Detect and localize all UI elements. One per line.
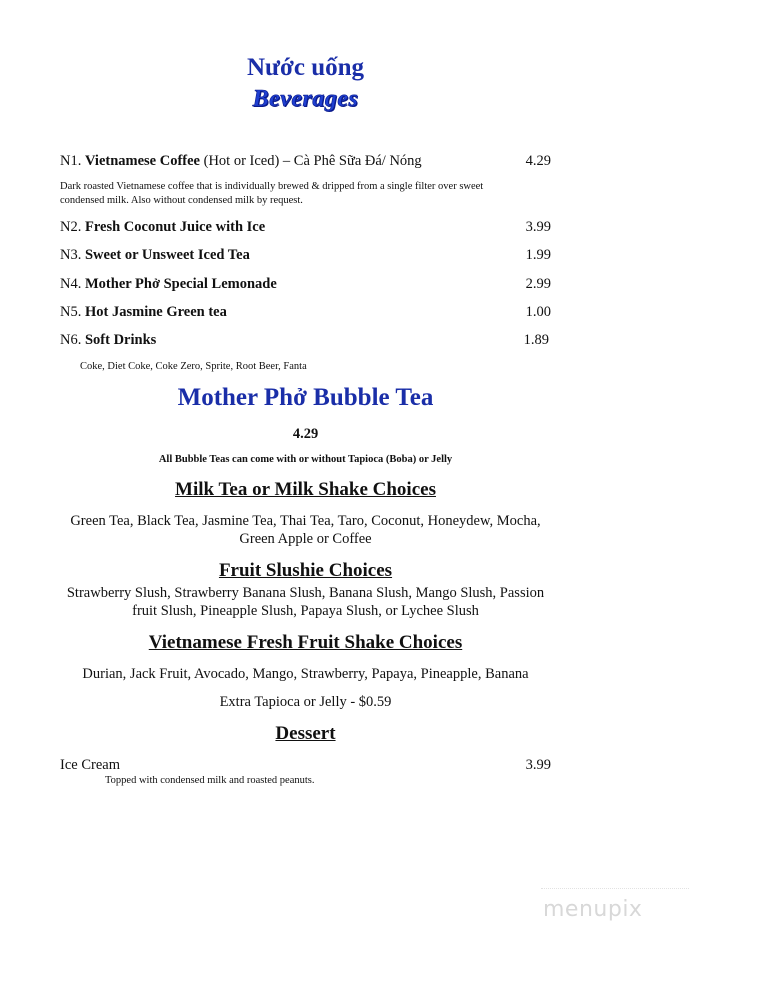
- item-name: Ice Cream: [60, 757, 120, 773]
- fruit-slushie-choices-line-2: fruit Slush, Pineapple Slush, Papaya Slush, or Lychee Slush: [132, 603, 479, 619]
- coffee-description-line-1: Dark roasted Vietnamese coffee that is individually brewed & dripped from a single filter over sweet: [60, 181, 484, 192]
- fruit-slushie-heading: Fruit Slushie Choices: [218, 560, 393, 581]
- milk-tea-heading: Milk Tea or Milk Shake Choices: [175, 479, 436, 500]
- item-code: N1.: [60, 153, 82, 169]
- item-price: 3.99: [525, 219, 551, 235]
- bubble-tea-title: Mother Phở Bubble Tea: [177, 384, 434, 411]
- item-name: Hot Jasmine Green tea: [84, 304, 227, 320]
- menu-item-n4: [60, 275, 551, 293]
- title-vietnamese: Nước uống: [246, 54, 365, 81]
- ice-cream-description: Topped with condensed milk and roasted peanuts.: [105, 775, 315, 786]
- menu-item-n2: [60, 218, 551, 236]
- milk-tea-choices-line-2: Green Apple or Coffee: [239, 531, 372, 547]
- item-price: 1.99: [525, 247, 551, 263]
- bubble-tea-price: 4.29: [292, 426, 319, 442]
- item-code: N2.: [60, 219, 82, 235]
- item-price: 1.89: [523, 332, 549, 348]
- item-code: N5.: [60, 304, 82, 320]
- extra-topping-note: Extra Tapioca or Jelly - $0.59: [219, 694, 392, 710]
- item-name: Vietnamese Coffee: [84, 153, 200, 169]
- item-price: 3.99: [525, 757, 551, 773]
- item-name: Sweet or Unsweet Iced Tea: [84, 247, 250, 263]
- menu-item-n6: [60, 331, 551, 349]
- item-price: 4.29: [525, 153, 551, 169]
- watermark-divider: [541, 888, 689, 890]
- dessert-heading: Dessert: [275, 723, 336, 744]
- item-name: Fresh Coconut Juice with Ice: [84, 219, 266, 235]
- item-name: Soft Drinks: [84, 332, 157, 348]
- menu-item-n3: [60, 246, 551, 264]
- fruit-slushie-choices-line-1: Strawberry Slush, Strawberry Banana Slush, Banana Slush, Mango Slush, Passion: [66, 585, 545, 601]
- item-code: N3.: [60, 247, 82, 263]
- bubble-tea-note: All Bubble Teas can come with or without Tapioca (Boba) or Jelly: [158, 454, 453, 465]
- soft-drinks-description: Coke, Diet Coke, Coke Zero, Sprite, Root Beer, Fanta: [80, 361, 307, 372]
- title-english: Beverages: [252, 86, 359, 112]
- milk-tea-choices-line-1: Green Tea, Black Tea, Jasmine Tea, Thai Tea, Taro, Coconut, Honeydew, Mocha,: [70, 513, 541, 529]
- item-name-suffix: (Hot or Iced) – Cà Phê Sữa Đá/ Nóng: [200, 153, 422, 169]
- coffee-description-line-2: condensed milk. Also without condensed milk by request.: [60, 195, 303, 206]
- menupix-watermark: menupix: [543, 897, 643, 922]
- item-price: 2.99: [525, 276, 551, 292]
- dessert-item-ice-cream: [60, 756, 551, 774]
- fruit-shake-heading: Vietnamese Fresh Fruit Shake Choices: [148, 632, 463, 653]
- item-code: N4.: [60, 276, 82, 292]
- item-price: 1.00: [525, 304, 551, 320]
- menu-item-n5: [60, 303, 551, 321]
- coffee-description: [60, 180, 551, 208]
- fruit-shake-choices: Durian, Jack Fruit, Avocado, Mango, Strawberry, Papaya, Pineapple, Banana: [82, 666, 529, 682]
- menu-item-n1: [60, 152, 551, 170]
- item-name: Mother Phở Special Lemonade: [84, 276, 277, 292]
- item-code: N6.: [60, 332, 82, 348]
